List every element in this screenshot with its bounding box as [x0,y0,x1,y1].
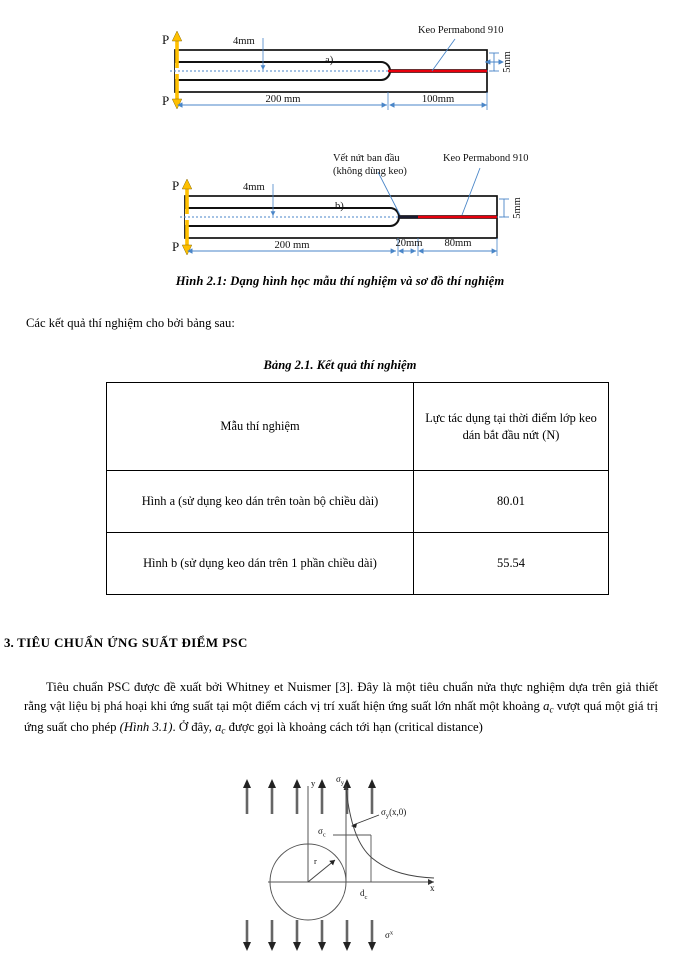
results-table [106,382,609,595]
diagram-b-label-4mm: 4mm [243,182,265,193]
section-number: 3. [4,636,14,650]
body-text-part3: . Ở đây, [172,719,216,734]
section-title: TIÊU CHUẨN ỨNG SUẤT ĐIỂM PSC [17,636,248,650]
diagram-a-label-4mm: 4mm [233,36,255,47]
specimen-diagrams-svg [0,0,680,268]
table-header-sample: Mẫu thí nghiệm [107,383,414,471]
diagram-b-label-5mm: 5mm [512,197,523,219]
diagram-b-height-dim [499,199,509,217]
diagram-b-label-P-top: P [172,178,180,193]
diagram-b-glue-label: Keo Permabond 910 [443,153,529,164]
table-row [107,471,609,533]
body-text-part1: Tiêu chuẩn PSC được đề xuất bởi Whitney et Nuismer [3]. Đây là một tiêu chuẩn nửa thực nghiệm dựa trên giả thiết rằng vật liệu bị phá hoại khi ứng suất tại một điểm cách vị trí xuất hiện ứng suất lớn nhất một khoảng [24,680,658,714]
stress-curve-label: $\sigma_y(x,0)$ [381,807,407,820]
body-text-part2: vượt quá một giá trị ứng suất cho phép [24,699,658,734]
symbol-ac-first-subscript: c [549,704,554,715]
diagram-b-dim-left-label: 200 mm [274,240,310,251]
diagram-b-dim-right-label: 80mm [444,238,472,249]
table-header-force: Lực tác dụng tại thời điểm lớp keo dán bắt đầu nứt (N) [414,383,609,471]
symbol-ac-second: a [215,719,222,734]
diagram-b-panel-label: b) [335,201,344,212]
figure-reference: (Hình 3.1) [119,719,173,734]
figure-specimen-caption: Hình 2.1: Dạng hình học mẫu thí nghiệm và sơ đồ thí nghiệm [175,274,505,288]
stress-bottom-load-arrows [243,920,376,951]
figure-specimen-geometry [0,0,680,268]
diagram-a-label-P-top: P [162,32,170,47]
stress-axis-y-label: y [311,778,316,788]
diagram-a [162,25,513,110]
stress-sigma-c-label: $\sigma_c$ [318,826,326,839]
section-heading [4,636,248,651]
symbol-ac-first: a [543,699,550,714]
stress-axis-x-label: x [430,883,435,893]
diagram-a-dim-left-label: 200 mm [265,94,301,105]
stress-curve-leader [353,815,379,825]
diagram-a-label-5mm: 5mm [502,51,513,73]
body-text-part4: được gọi là khoảng cách tới hạn (critical distance) [225,719,483,734]
diagram-a-panel-label: a) [325,55,334,66]
stress-diagram-svg [222,772,472,957]
table-cell-sample: Hình a (sử dụng keo dán trên toàn bộ chiều dài) [107,471,414,533]
table-row [107,533,609,595]
figure-stress-distribution [222,772,472,957]
diagram-b-crack-label-line2: (không dùng keo) [333,166,407,177]
table-cell-force: 55.54 [414,533,609,595]
symbol-ac-second-subscript: c [221,724,226,735]
stress-decay-curve [346,788,434,878]
stress-applied-label: $\sigma^x$ [385,929,394,940]
stress-sigma-y-axis-label: $\sigma_y$ [336,774,345,787]
stress-radius-label: r [314,856,317,866]
table-header-row [107,383,609,471]
stress-top-load-arrows [243,779,376,814]
diagram-b-dim-mid-label: 20mm [395,238,423,249]
diagram-b-label-P-bottom: P [172,239,180,254]
intro-paragraph: Các kết quả thí nghiệm cho bởi bảng sau: [26,316,235,330]
diagram-a-glue-label: Keo Permabond 910 [418,25,504,36]
section-body-paragraph [24,678,658,738]
table-caption: Bảng 2.1. Kết quả thí nghiệm [263,358,417,372]
diagram-a-label-P-bottom: P [162,93,170,108]
diagram-b [172,153,528,256]
diagram-b-crack-label-line1: Vết nứt ban đầu [333,153,400,164]
diagram-a-dim-right-label: 100mm [421,94,455,105]
table-cell-sample: Hình b (sử dụng keo dán trên 1 phần chiều dài) [107,533,414,595]
table-cell-force: 80.01 [414,471,609,533]
stress-dc-label: $d_c$ [360,888,368,901]
stress-radius-arrow [308,860,335,882]
